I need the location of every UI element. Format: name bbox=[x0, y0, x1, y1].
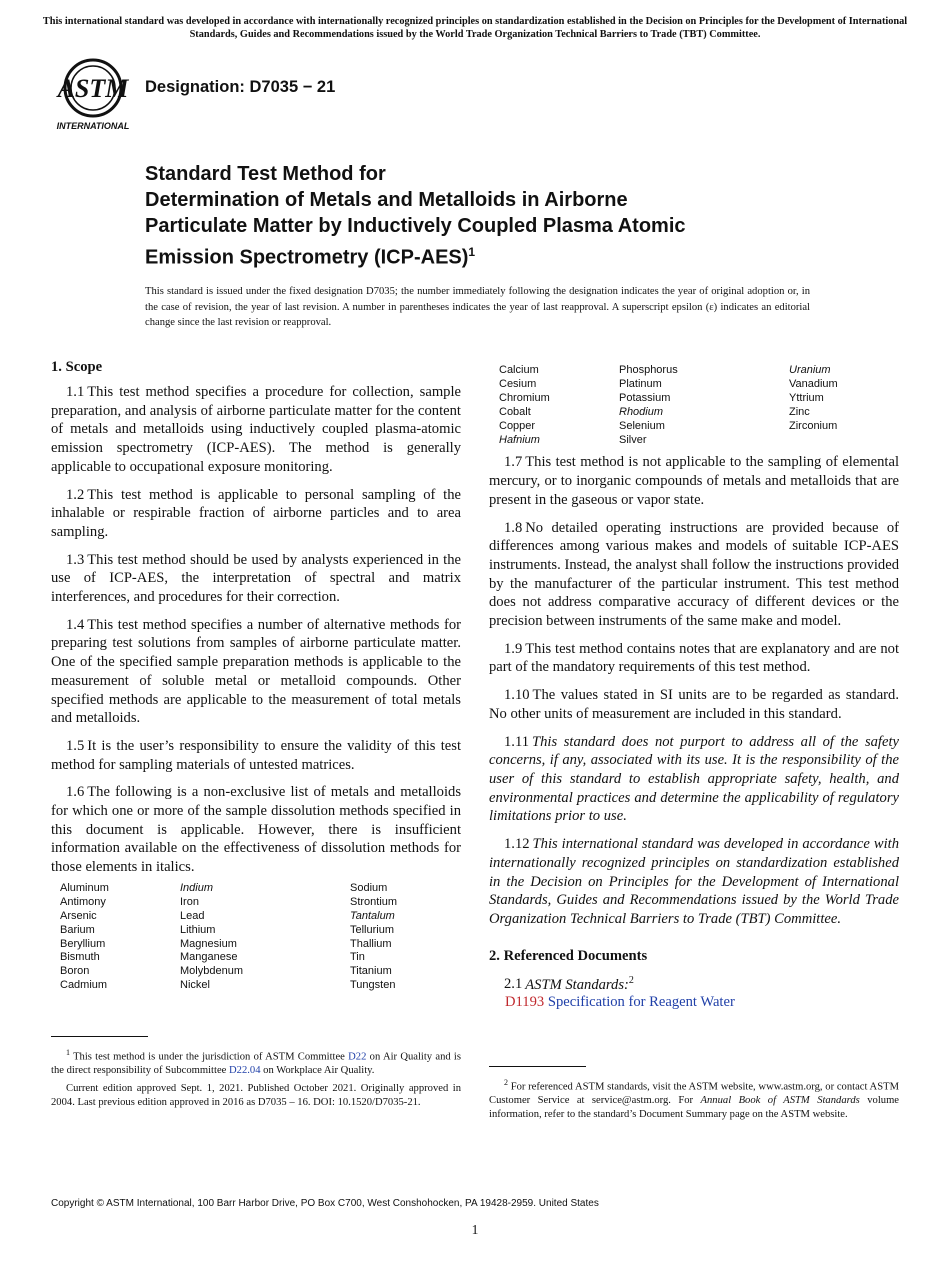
para-1-10: 1.10 The values stated in SI units are to be regarded as standard. No other units of measurement are included in this standard. bbox=[489, 687, 899, 722]
element-item: Lead bbox=[180, 909, 205, 922]
element-item: Copper bbox=[499, 419, 536, 432]
element-item: Indium bbox=[180, 881, 214, 894]
section-2-heading: 2. Referenced Documents bbox=[489, 947, 648, 964]
para-1-4: 1.4 This test method specifies a number of alternative methods for preparing test solutions from samples of airborne particulate matter. One of the specified sample preparation methods is applicable to the measurement of soluble metal or metalloid compounds. Other specified methods are applicable to the measurement of total metals and metalloids. bbox=[51, 616, 461, 727]
element-item: Titanium bbox=[350, 965, 392, 978]
element-item: Antimony bbox=[60, 895, 106, 908]
element-item: Cobalt bbox=[499, 405, 531, 418]
element-item: Tin bbox=[350, 951, 365, 964]
element-item: Nickel bbox=[180, 979, 210, 992]
element-item: Aluminum bbox=[60, 881, 109, 894]
element-list-left bbox=[60, 882, 461, 993]
title-line-1: Standard Test Method for bbox=[145, 163, 386, 185]
ref-designation-link[interactable]: D1193 bbox=[505, 994, 545, 1011]
reference-list bbox=[505, 993, 899, 1012]
svg-text:ASTM: ASTM bbox=[57, 74, 129, 103]
element-item: Zinc bbox=[789, 405, 810, 418]
element-item: Boron bbox=[60, 965, 90, 978]
element-item: Potassium bbox=[619, 391, 671, 404]
title-line-4: Emission Spectrometry (ICP-AES) bbox=[145, 246, 469, 269]
copyright-notice: Copyright © ASTM International, 100 Barr Harbor Drive, PO Box C700, West Conshohocken, PA 19428-2959. United States bbox=[51, 1198, 599, 1209]
para-1-1: 1.1 This test method specifies a procedure for collection, sample preparation, and analysis of airborne particulate matter for the content of metals and metalloids using inductively coupled plasma-atomic emission spectrometry (ICP-AES). The method is generally applicable to occupational exposure monitoring. bbox=[51, 384, 461, 475]
element-item: Sodium bbox=[350, 881, 388, 894]
footnote-rule-right bbox=[489, 1066, 586, 1067]
element-item: Zirconium bbox=[789, 419, 838, 432]
standard-note: This standard is issued under the fixed designation D7035; the number immediately following the designation indicates the year of original adoption or, in the case of revision, the year of last revision. A number in parentheses indicates the year of last reapproval. A superscript epsilon (ε) indicates an editorial change since the last revision or reapproval. bbox=[145, 286, 810, 329]
page-number: 1 bbox=[471, 1222, 479, 1237]
footnote-1 bbox=[51, 1046, 461, 1113]
section-1-heading: 1. Scope bbox=[51, 359, 103, 375]
element-item: Vanadium bbox=[789, 377, 838, 390]
svg-text:INTERNATIONAL: INTERNATIONAL bbox=[56, 121, 130, 131]
title-line-3: Particulate Matter by Inductively Coupled Plasma Atomic bbox=[145, 215, 686, 237]
document-title bbox=[145, 161, 845, 271]
left-column bbox=[51, 358, 461, 997]
para-1-11: 1.11 This standard does not purport to address all of the safety concerns, if any, associated with its use. It is the responsibility of the user of this standard to establish appropriate safety, health, and environmental practices and determine the applicability of regulatory limitations prior to use. bbox=[489, 733, 899, 825]
footnote-2: $^2$ For referenced ASTM standards, visit the ASTM website, www.astm.org, or contact ASTM Customer Service at service@astm.org. For Annual Book of ASTM Standards volume information, refer to the standard’s Document Summary page on the ASTM website. bbox=[489, 1078, 900, 1120]
element-item: Arsenic bbox=[60, 909, 97, 922]
right-column bbox=[489, 364, 899, 1012]
footnote-1-edition: Current edition approved Sept. 1, 2021. Published October 2021. Originally approved in 2004. Last previous edition approved in 2016 as D7035 – 16. DOI: 10.1520/D7035-21. bbox=[51, 1082, 461, 1108]
element-list-right bbox=[499, 364, 899, 447]
element-item: Hafnium bbox=[499, 433, 540, 446]
ref-title-link[interactable]: Specification for Reagent Water bbox=[547, 994, 735, 1011]
element-item: Strontium bbox=[350, 895, 398, 908]
footnote-rule-left bbox=[51, 1036, 148, 1037]
para-1-7: 1.7 This test method is not applicable to the sampling of elemental mercury, or to inorganic compounds of metals and metalloids that are present in the gaseous or vapor state. bbox=[489, 454, 899, 508]
element-item: Selenium bbox=[619, 419, 665, 432]
astm-logo bbox=[52, 56, 134, 132]
element-item: Uranium bbox=[789, 364, 831, 376]
element-item: Manganese bbox=[180, 951, 238, 964]
subcommittee-link[interactable]: D22.04 bbox=[229, 1065, 261, 1077]
element-item: Thallium bbox=[350, 937, 392, 950]
element-item: Chromium bbox=[499, 391, 550, 404]
para-1-8: 1.8 No detailed operating instructions are provided because of differences among various makes and models of suitable ICP-AES instruments. Instead, the analyst shall follow the instructions provided by the manufacturer of the particular instrument. This test method does not address comparative accuracy of different devices or the precision between instruments of the same make and model. bbox=[489, 519, 899, 630]
element-item: Cesium bbox=[499, 377, 537, 390]
element-item: Tungsten bbox=[350, 979, 396, 992]
para-1-2: 1.2 This test method is applicable to personal sampling of the inhalable or respirable fraction of airborne particles and to area sampling. bbox=[51, 486, 461, 540]
top-notice: This international standard was developed in accordance with internationally recognized principles on standardization established in the Decision on Principles for the Development of International Standards, Guides and Recommendations issued by the World Trade Organization Technical Barriers to Trade (TBT) Committee. bbox=[42, 16, 908, 40]
element-item: Magnesium bbox=[180, 937, 237, 950]
element-item: Iron bbox=[180, 895, 199, 908]
element-item: Rhodium bbox=[619, 405, 664, 418]
astm-logo-mark bbox=[52, 56, 134, 132]
element-item: Cadmium bbox=[60, 979, 108, 992]
committee-link[interactable]: D22 bbox=[348, 1051, 367, 1063]
element-item: Molybdenum bbox=[180, 965, 243, 978]
element-item: Beryllium bbox=[60, 937, 106, 950]
element-item: Silver bbox=[619, 433, 647, 446]
para-1-6: 1.6 The following is a non-exclusive list of metals and metalloids for which one or more of the sample dissolution methods specified in this document is applicable. However, there is insufficient information available on the effectiveness of dissolution methods for those elements in italics. bbox=[51, 784, 461, 876]
element-item: Yttrium bbox=[789, 391, 824, 404]
para-1-5: 1.5 It is the user’s responsibility to ensure the validity of this test method for sampling materials of untested matrices. bbox=[51, 737, 461, 773]
para-1-12: 1.12 This international standard was developed in accordance with internationally recognized principles on standardization established in the Decision on Principles for the Development of International Standards, Guides and Recommendations issued by the World Trade Organization Technical Barriers to Trade (TBT) Committee. bbox=[489, 836, 899, 927]
element-item: Bismuth bbox=[60, 951, 100, 964]
designation: Designation: D7035 − 21 bbox=[145, 78, 336, 96]
para-2-1: 2.1 ASTM Standards:$^2$ bbox=[504, 974, 634, 993]
element-item: Tantalum bbox=[350, 909, 395, 922]
element-item: Tellurium bbox=[350, 923, 395, 936]
footnote-1-jurisdiction: $^1$ This test method is under the jurisdiction of ASTM Committee D22 on Air Quality and is the direct responsibility of Subcommittee D22.04 on Workplace Air Quality. bbox=[51, 1048, 461, 1077]
para-1-9: 1.9 This test method contains notes that are explanatory and are not part of the mandatory requirements of this test method. bbox=[489, 640, 899, 676]
title-footnote-mark: 1 bbox=[468, 245, 476, 259]
title-line-2: Determination of Metals and Metalloids in Airborne bbox=[145, 189, 628, 211]
element-item: Platinum bbox=[619, 377, 662, 390]
element-item: Calcium bbox=[499, 364, 539, 376]
element-item: Lithium bbox=[180, 923, 216, 936]
para-1-3: 1.3 This test method should be used by analysts experienced in the use of ICP-AES, the interpretation of spectral and matrix interferences, and procedures for their correction. bbox=[51, 551, 461, 606]
element-item: Barium bbox=[60, 923, 95, 936]
element-item: Phosphorus bbox=[619, 364, 678, 376]
